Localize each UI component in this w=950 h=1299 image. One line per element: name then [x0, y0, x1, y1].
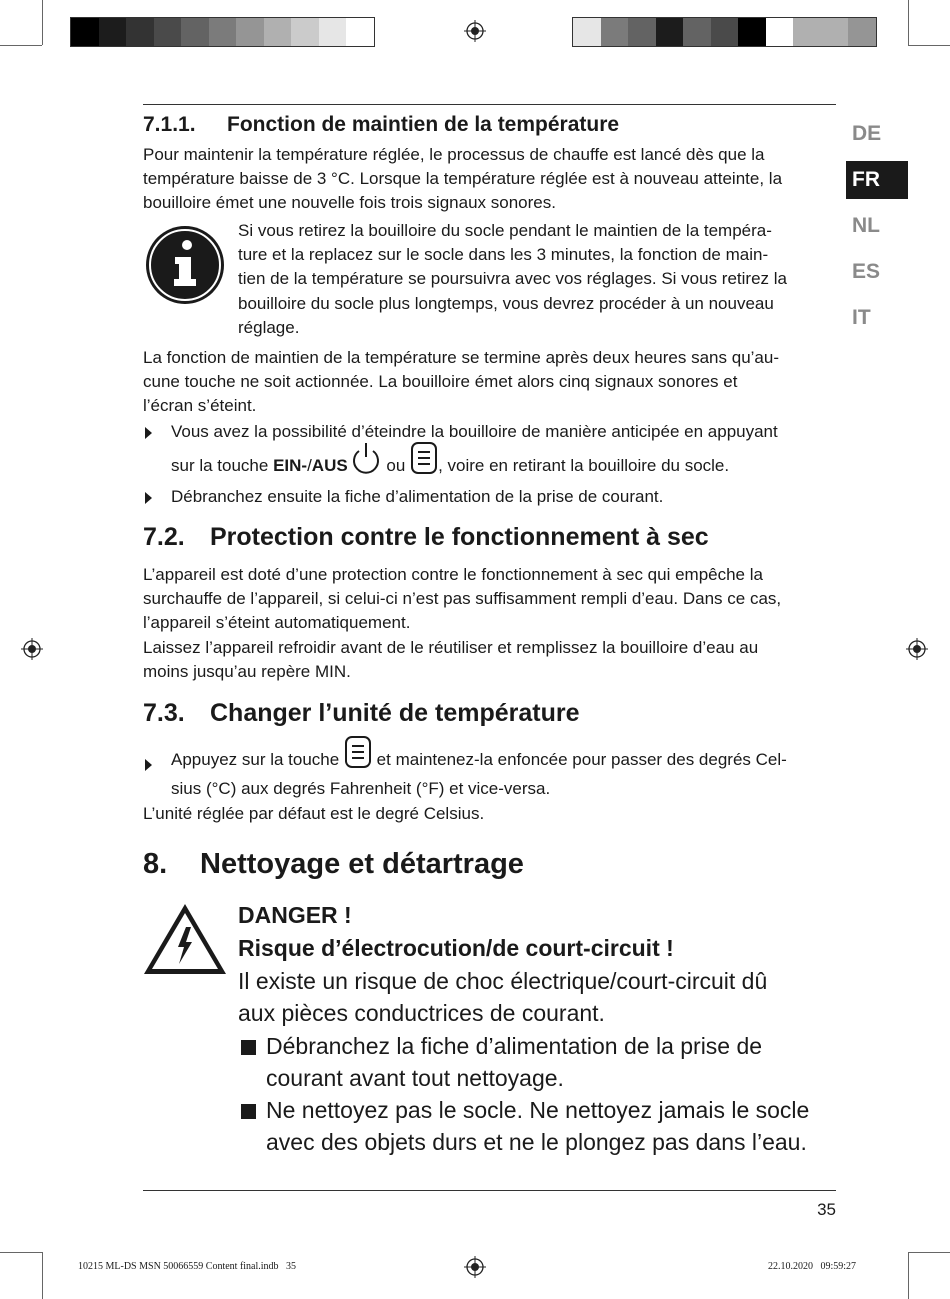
list-item: Vous avez la possibilité d’éteindre la bouilloire de manière anticipée en appuyant: [143, 420, 838, 444]
power-icon: [350, 441, 382, 475]
list-item-continuation: sius (°C) aux degrés Fahrenheit (°F) et vice-versa.: [171, 779, 551, 798]
list-item: Ne nettoyez pas le socle. Ne nettoyez jamais le socle avec des objets durs et ne le plongez pas dans l’eau.: [266, 1097, 810, 1155]
top-rule: [143, 104, 836, 105]
page-number: 35: [817, 1200, 836, 1219]
menu-button-icon: [344, 735, 372, 769]
bullet-arrow-icon: [145, 759, 152, 771]
list-item: Débranchez la fiche d’alimentation de la prise de courant avant tout nettoyage.: [266, 1033, 763, 1091]
slug-file: 10215 ML-DS MSN 50066559 Content final.indb 35: [78, 1261, 297, 1272]
registration-mark-icon: [906, 638, 928, 660]
heading-7-2: 7.2. Protection contre le fonctionnement à sec: [143, 523, 709, 551]
bullet-arrow-icon: [145, 427, 152, 439]
lang-tab-fr[interactable]: FR: [846, 161, 908, 199]
list-item-continuation: sur la touche EIN-/AUS ou , voire en retirant la bouilloire du socle.: [143, 441, 838, 486]
color-bar-right: [572, 17, 877, 47]
color-bar-left: [70, 17, 375, 47]
registration-mark-icon: [464, 1256, 486, 1278]
lang-tab-de[interactable]: DE: [852, 122, 882, 145]
list-item: Débranchez ensuite la fiche d’alimentation de la prise de courant.: [143, 485, 838, 509]
info-icon: [145, 225, 225, 305]
paragraph-keep-warm: Pour maintenir la température réglée, le processus de chauffe est lancé dès que la température baisse de 3 °C. Lorsque la température réglée est à nouveau atteinte, la bouilloire émet une nouvelle fois trois signaux sonores.: [143, 145, 783, 213]
menu-button-icon: [410, 441, 438, 475]
square-bullet-icon: [241, 1104, 256, 1119]
paragraph-default-unit: L’unité réglée par défaut est le degré Celsius.: [143, 804, 485, 823]
heading-7-3: 7.3. Changer l’unité de température: [143, 699, 580, 727]
slug-timestamp: 22.10.2020 09:59:27: [768, 1261, 857, 1272]
list-item: Appuyez sur la touche et maintenez-la enfoncée pour passer des degrés Cel-: [143, 735, 838, 780]
registration-mark-icon: [464, 20, 486, 42]
bullet-arrow-icon: [145, 492, 152, 504]
registration-mark-icon: [21, 638, 43, 660]
danger-description: Il existe un risque de choc électrique/court-circuit dû aux pièces conductrices de courant.: [238, 968, 768, 1026]
lang-tab-es[interactable]: ES: [852, 260, 881, 283]
heading-8: 8. Nettoyage et détartrage: [143, 848, 524, 880]
electric-hazard-icon: [142, 902, 228, 976]
heading-7-1-1: 7.1.1. Fonction de maintien de la température: [143, 113, 620, 136]
bottom-rule: [143, 1190, 836, 1191]
square-bullet-icon: [241, 1040, 256, 1055]
lang-tab-it[interactable]: IT: [852, 306, 871, 329]
paragraph-keep-warm-end: La fonction de maintien de la température se termine après deux heures sans qu’au- cune touche ne soit actionnée. La bouilloire émet alors cinq signaux sonores et l’écran s’éteint.: [143, 348, 779, 416]
info-note: Si vous retirez la bouilloire du socle pendant le maintien de la tempéra- ture et la replacez sur le socle dans les 3 minutes, la fonction de main- tien de la température se poursuivra avec vos réglages. Si vous retirez la bouilloire du socle plus longtemps, vous devrez procéder à un nouveau réglage.: [238, 221, 787, 337]
paragraph-dry-protection: L’appareil est doté d’une protection contre le fonctionnement à sec qui empêche la surchauffe de l’appareil, si celui-ci n’est pas suffisamment rempli d’eau. Dans ce cas, l’appareil s’éteint automatiquement. Laissez l’appareil refroidir avant de le réutiliser et remplissez la bouilloire d’eau au moins jusqu’au repère MIN.: [143, 565, 782, 681]
danger-label: DANGER !: [238, 902, 352, 928]
risk-label: Risque d’électrocution/de court-circuit !: [238, 935, 674, 961]
lang-tab-nl[interactable]: NL: [852, 214, 880, 237]
